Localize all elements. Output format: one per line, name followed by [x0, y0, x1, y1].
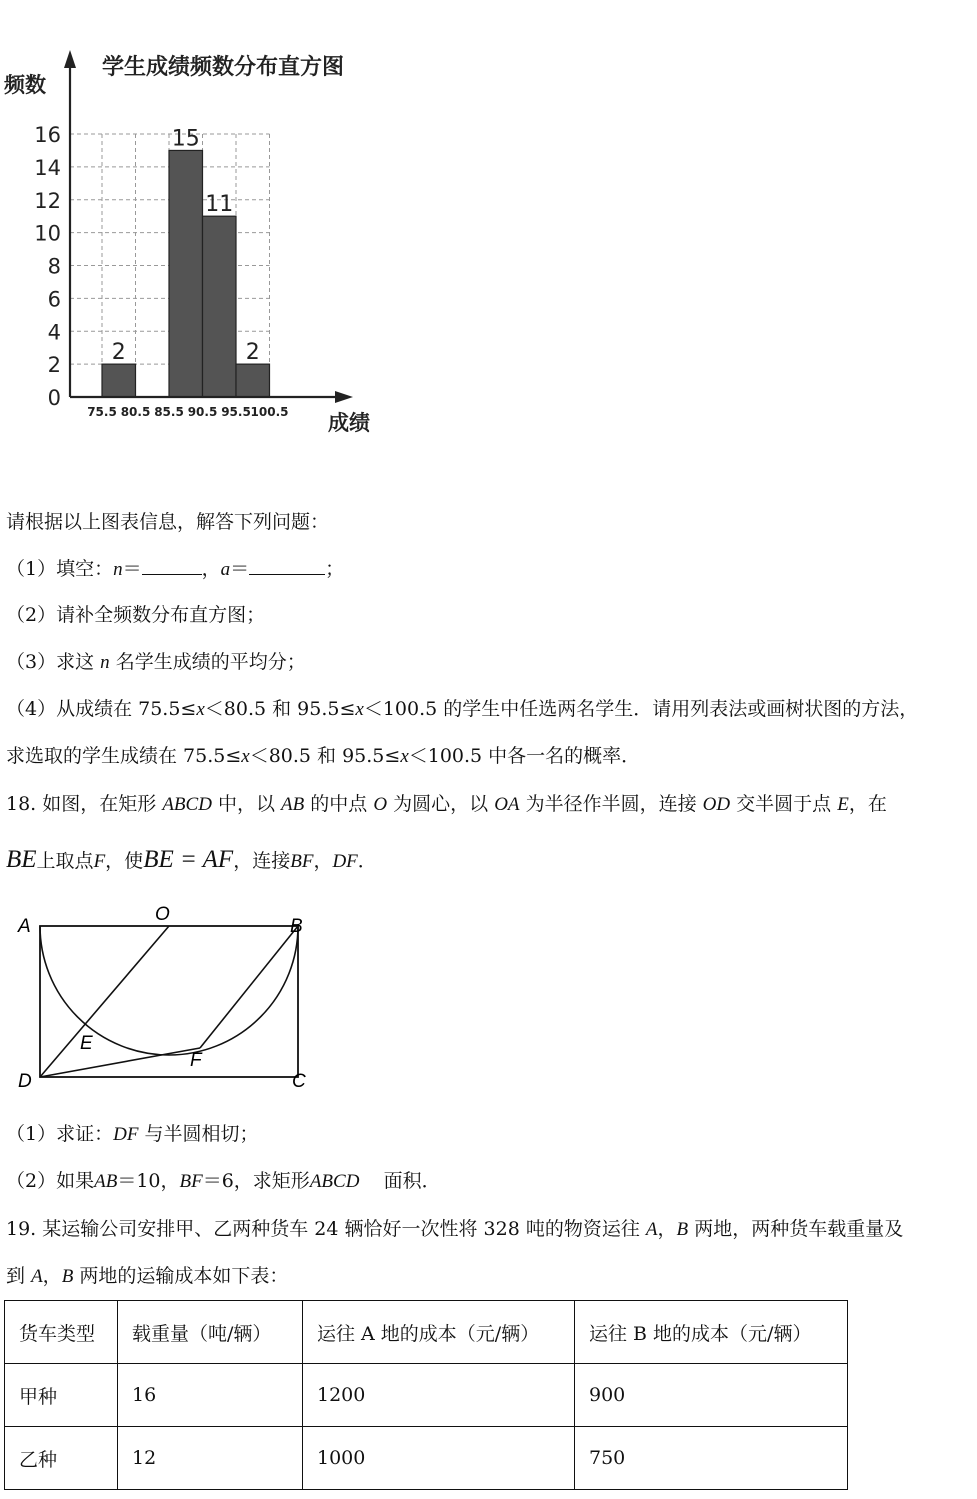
q17-part1	[6, 556, 344, 582]
y-tick-label: 0	[47, 386, 61, 410]
x-tick-label: 75.5	[87, 405, 117, 419]
y-axis-arrow-icon	[64, 50, 76, 68]
histogram-bar	[169, 150, 203, 397]
histogram-bar	[102, 364, 136, 397]
q19-l2-a: 到	[6, 1265, 26, 1287]
q18-p2-c: ＝6，求矩形	[202, 1170, 310, 1192]
y-tick-label: 4	[47, 320, 61, 345]
q17-p1-eq2: ＝	[230, 558, 250, 580]
x-tick-label: 80.5	[120, 405, 151, 419]
bar-value-label: 2	[111, 340, 126, 366]
q17-p4-b: ＜80.5 和 95.5≤	[204, 698, 356, 720]
q19-l1-c: 两地，两种货车载重量及	[694, 1218, 904, 1240]
q18-l2-b: ，使	[105, 850, 144, 872]
q17-p4-e: ＜80.5 和 95.5≤	[249, 745, 401, 767]
q17-p4-d: 求选取的学生成绩在 75.5≤	[6, 745, 242, 767]
header-cell: 运往 B 地的成本（元/辆）	[575, 1301, 848, 1364]
q18-l1-g: ，在	[848, 793, 887, 815]
table-cell: 12	[118, 1427, 303, 1490]
y-tick-label: 12	[34, 188, 61, 213]
var-o: O	[373, 794, 388, 815]
var-x: x	[400, 746, 409, 767]
var-df: DF	[113, 1124, 139, 1145]
var-abcd: ABCD	[309, 1171, 360, 1192]
equation-be-af: BE = AF	[143, 846, 234, 873]
header-cell: 货车类型	[5, 1301, 118, 1364]
var-b-place: B	[676, 1219, 689, 1240]
var-b-place: B	[61, 1266, 74, 1287]
q17-p2-text: （2）请补全频数分布直方图；	[6, 604, 266, 626]
q18-part1	[6, 1122, 258, 1147]
q19-l1-b: ，	[657, 1218, 677, 1240]
q19-l2-b: ，	[42, 1265, 62, 1287]
point-b-label: B	[290, 916, 303, 937]
q17-part2	[6, 603, 265, 627]
q18-line2	[6, 848, 377, 874]
q18-p1-a: （1）求证：	[6, 1123, 114, 1145]
y-axis-label: 频数	[4, 73, 46, 97]
var-bf: BF	[290, 851, 314, 872]
histogram-bar	[203, 216, 237, 397]
y-tick-label: 8	[47, 254, 61, 279]
q18-line1	[6, 792, 887, 817]
var-x: x	[241, 746, 250, 767]
blank-n-answer[interactable]	[142, 556, 202, 575]
table-row	[5, 1427, 848, 1490]
rectangle-semicircle-figure	[10, 900, 320, 1100]
point-a-label: A	[18, 916, 31, 937]
point-e-label: E	[80, 1033, 93, 1054]
table-cell: 乙种	[5, 1427, 118, 1490]
bar-value-label: 2	[245, 340, 260, 366]
point-o-label: O	[155, 904, 170, 925]
var-n: n	[113, 559, 123, 580]
q18-l1-c: 的中点	[310, 793, 368, 815]
q18-part2	[6, 1169, 441, 1194]
bar-value-label: 11	[205, 192, 234, 218]
table-cell: 甲种	[5, 1364, 118, 1427]
var-df: DF	[332, 851, 358, 872]
chart-title: 学生成绩频数分布直方图	[102, 55, 345, 80]
blank-a-answer[interactable]	[249, 556, 325, 575]
header-cell: 载重量（吨/辆）	[118, 1301, 303, 1364]
var-x: x	[196, 699, 205, 720]
x-axis-label: 成绩	[328, 411, 370, 435]
q17-part4-line1	[6, 697, 918, 722]
x-tick-label: 90.5	[187, 405, 218, 419]
frequency-histogram	[0, 0, 400, 450]
point-d-label: D	[18, 1071, 32, 1092]
y-tick-label: 14	[34, 155, 61, 180]
histogram-bar	[236, 364, 270, 397]
q17-part4-line2	[6, 744, 640, 769]
header-cell: 运往 A 地的成本（元/辆）	[303, 1301, 575, 1364]
var-ab: AB	[281, 794, 305, 815]
x-tick-labels	[87, 405, 288, 419]
q17-p3-a: （3）求这	[6, 651, 95, 673]
q18-l1-f: 交半圆于点	[736, 793, 832, 815]
q17-p1-comma: ，	[201, 558, 221, 580]
table-header-row	[5, 1301, 848, 1364]
x-axis-arrow-icon	[335, 391, 353, 403]
y-tick-label: 10	[34, 221, 61, 246]
q17-p1-eq1: ＝	[122, 558, 142, 580]
y-tick-label: 2	[47, 353, 61, 378]
arc-be: BE	[6, 846, 37, 873]
q18-l2-e: ．	[357, 850, 377, 872]
table-cell: 900	[575, 1364, 848, 1427]
var-e: E	[837, 794, 849, 815]
q18-l1-d: 为圆心，以	[393, 793, 489, 815]
q18-p2-d: 面积．	[383, 1170, 441, 1192]
q18-l1-a: 18. 如图，在矩形	[6, 793, 157, 815]
q17-intro-text: 请根据以上图表信息，解答下列问题：	[6, 511, 330, 533]
x-tick-label: 95.5	[221, 405, 251, 419]
y-tick-label: 6	[47, 287, 61, 312]
q17-part3	[6, 650, 306, 675]
q19-line2	[6, 1264, 288, 1289]
table-row	[5, 1364, 848, 1427]
var-a-place: A	[31, 1266, 43, 1287]
var-x: x	[355, 699, 364, 720]
var-bf: BF	[179, 1171, 203, 1192]
q19-l2-c: 两地的运输成本如下表：	[79, 1265, 289, 1287]
q18-l2-c: ，连接	[233, 850, 291, 872]
transport-cost-table	[4, 1300, 848, 1490]
q17-p1-end: ；	[325, 558, 345, 580]
bars	[102, 150, 270, 397]
q18-l2-a: 上取点	[36, 850, 94, 872]
q17-intro	[6, 510, 329, 534]
var-a: a	[220, 559, 231, 580]
y-tick-label: 16	[34, 123, 61, 147]
table-cell: 16	[118, 1364, 303, 1427]
var-f: F	[93, 851, 106, 872]
q18-l2-d: ，	[313, 850, 333, 872]
q18-p2-b: ＝10，	[117, 1170, 180, 1192]
q19-line1	[6, 1217, 903, 1242]
var-ab: AB	[94, 1171, 118, 1192]
q18-p2-a: （2）如果	[6, 1170, 95, 1192]
q17-p1-prefix: （1）填空：	[6, 558, 114, 580]
x-tick-label: 100.5	[250, 405, 289, 419]
q18-p1-b: 与半圆相切；	[144, 1123, 259, 1145]
q19-l1-a: 19. 某运输公司安排甲、乙两种货车 24 辆恰好一次性将 328 吨的物资运往	[6, 1218, 640, 1240]
var-n: n	[100, 652, 110, 673]
var-oa: OA	[494, 794, 520, 815]
y-tick-labels	[34, 123, 61, 410]
q17-p4-f: ＜100.5 中各一名的概率．	[408, 745, 641, 767]
var-od: OD	[702, 794, 731, 815]
point-c-label: C	[292, 1071, 306, 1092]
segment-df	[40, 1048, 200, 1077]
q17-p4-a: （4）从成绩在 75.5≤	[6, 698, 197, 720]
bar-value-label: 15	[171, 126, 200, 152]
point-f-label: F	[190, 1050, 202, 1071]
x-tick-label: 85.5	[154, 405, 184, 419]
semicircle-arc	[40, 926, 298, 1055]
q18-l1-e: 为半径作半圆，连接	[525, 793, 697, 815]
table-cell: 1000	[303, 1427, 575, 1490]
table-cell: 1200	[303, 1364, 575, 1427]
table-cell: 750	[575, 1427, 848, 1490]
var-a-place: A	[645, 1219, 658, 1240]
q18-l1-b: 中，以	[217, 793, 275, 815]
q17-p3-b: 名学生成绩的平均分；	[115, 651, 306, 673]
var-abcd: ABCD	[162, 794, 212, 815]
q17-p4-c: ＜100.5 的学生中任选两名学生．请用列表法或画树状图的方法，	[363, 698, 919, 720]
